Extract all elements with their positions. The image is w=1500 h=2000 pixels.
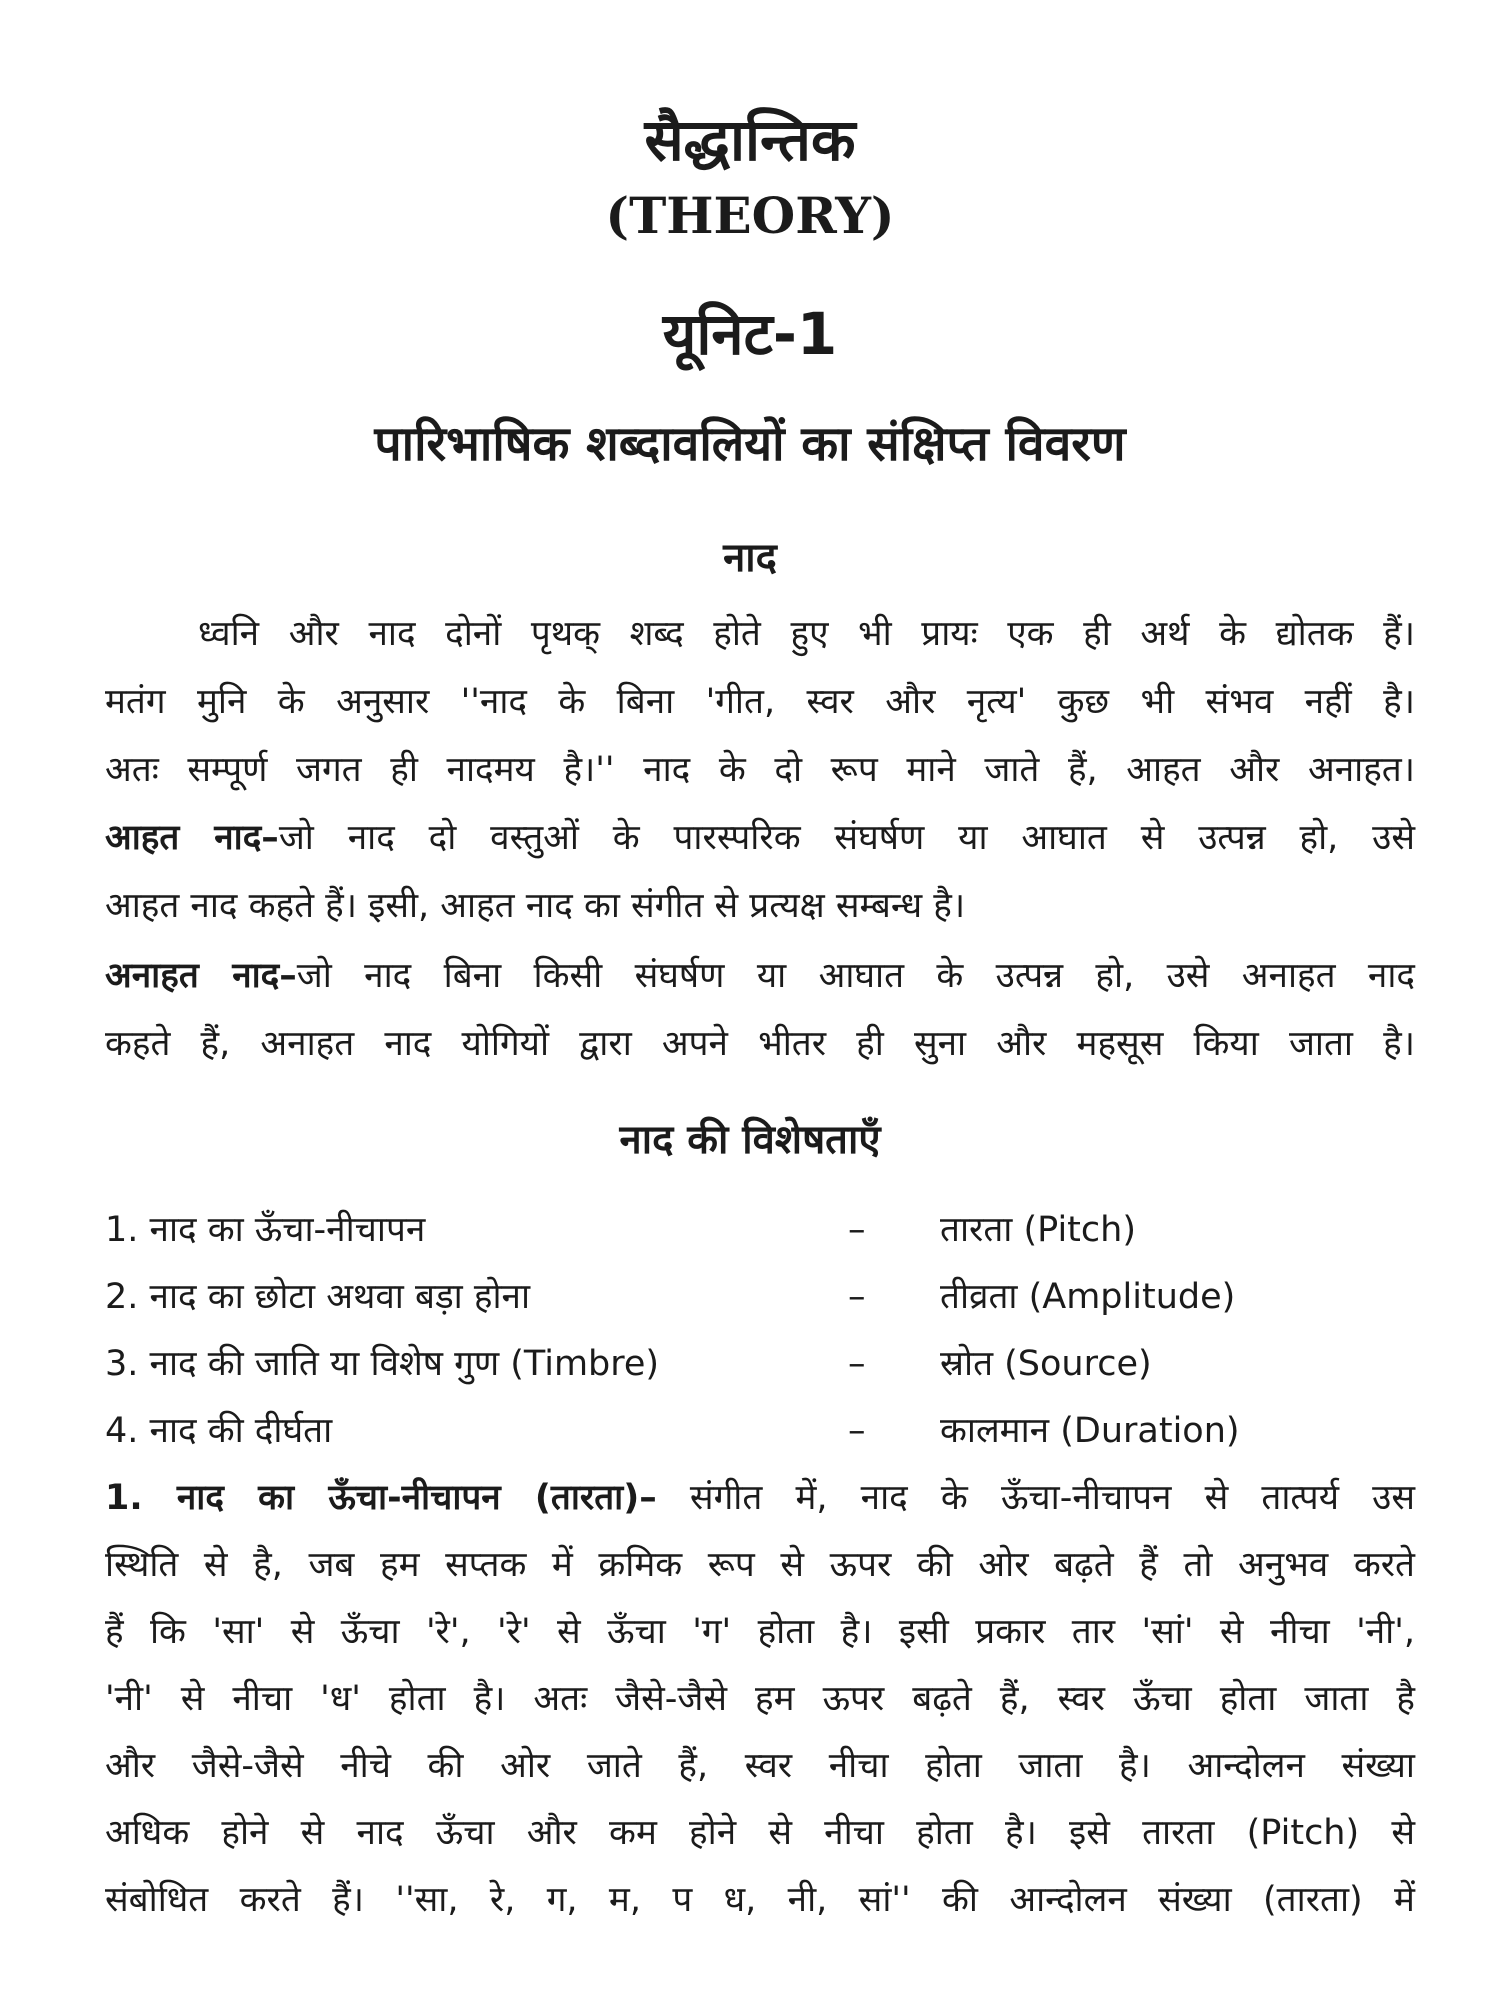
feature-dash: – [848,1411,866,1451]
feature-value: स्रोत (Source) [940,1344,1152,1384]
chapter-subtitle: पारिभाषिक शब्दावलियों का संक्षिप्त विवरण [374,416,1126,472]
paragraph-line: संबोधित करते हैं। ''सा, रे, ग, म, प ध, नी, सां'' की आन्दोलन संख्या (तारता) में [105,1880,1415,1920]
page-title: सैद्धान्तिक [644,106,856,174]
paragraph-line: और जैसे-जैसे नीचे की ओर जाते हैं, स्वर नीचा होता जाता है। आन्दोलन संख्या [105,1746,1415,1786]
term-aahat-naad: आहत नाद– [105,818,279,858]
feature-value: तीव्रता (Amplitude) [940,1277,1236,1317]
definition-text: संगीत में, नाद के ऊँचा-नीचापन से तात्पर्य उस [689,1478,1415,1518]
paragraph-line: मतंग मुनि के अनुसार ''नाद के बिना 'गीत, स्वर और नृत्य' कुछ भी संभव नहीं है। [105,682,1415,722]
paragraph-line: स्थिति से है, जब हम सप्तक में क्रमिक रूप से ऊपर की ओर बढ़ते हैं तो अनुभव करते [105,1545,1415,1585]
feature-value: तारता (Pitch) [940,1210,1136,1250]
feature-label: 1. नाद का ऊँचा-नीचापन [105,1210,426,1250]
paragraph-line: कहते हैं, अनाहत नाद योगियों द्वारा अपने भीतर ही सुना और महसूस किया जाता है। [105,1024,1415,1064]
section-heading-naad: नाद [723,535,777,581]
aahat-definition-line [105,814,1415,862]
paragraph-line: अतः सम्पूर्ण जगत ही नादमय है।'' नाद के दो रूप माने जाते हैं, आहत और अनाहत। [105,750,1415,790]
feature-label: 3. नाद की जाति या विशेष गुण (Timbre) [105,1344,660,1384]
unit-heading: यूनिट-1 [662,300,838,368]
feature-label: 4. नाद की दीर्घता [105,1411,333,1451]
definition-text: जो नाद दो वस्तुओं के पारस्परिक संघर्षण या आघात से उत्पन्न हो, उसे [278,818,1415,858]
paragraph-line: हैं कि 'सा' से ऊँचा 'रे', 'रे' से ऊँचा 'ग' होता है। इसी प्रकार तार 'सां' से नीचा 'नी', [105,1612,1415,1652]
paragraph-line: अधिक होने से नाद ऊँचा और कम होने से नीचा होता है। इसे तारता (Pitch) से [105,1813,1415,1853]
definition-text: जो नाद बिना किसी संघर्षण या आघात के उत्पन्न हो, उसे अनाहत नाद [296,956,1415,996]
paragraph-line: ध्वनि और नाद दोनों पृथक् शब्द होते हुए भी प्रायः एक ही अर्थ के द्योतक हैं। [198,614,1415,654]
section-heading-features: नाद की विशेषताएँ [619,1117,881,1163]
term-anaahat-naad: अनाहत नाद– [105,956,297,996]
term-pitch: 1. नाद का ऊँचा-नीचापन (तारता)– [105,1478,657,1518]
feature-dash: – [848,1277,866,1317]
feature-dash: – [848,1210,866,1250]
anaahat-definition-line [105,952,1415,1000]
pitch-definition-line [105,1474,1415,1522]
feature-dash: – [848,1344,866,1384]
feature-label: 2. नाद का छोटा अथवा बड़ा होना [105,1277,531,1317]
feature-value: कालमान (Duration) [940,1411,1240,1451]
paragraph-line: 'नी' से नीचा 'ध' होता है। अतः जैसे-जैसे हम ऊपर बढ़ते हैं, स्वर ऊँचा होता जाता है [105,1679,1415,1719]
page-title-english: (THEORY) [605,186,895,245]
paragraph-line: आहत नाद कहते हैं। इसी, आहत नाद का संगीत से प्रत्यक्ष सम्बन्ध है। [105,886,966,926]
